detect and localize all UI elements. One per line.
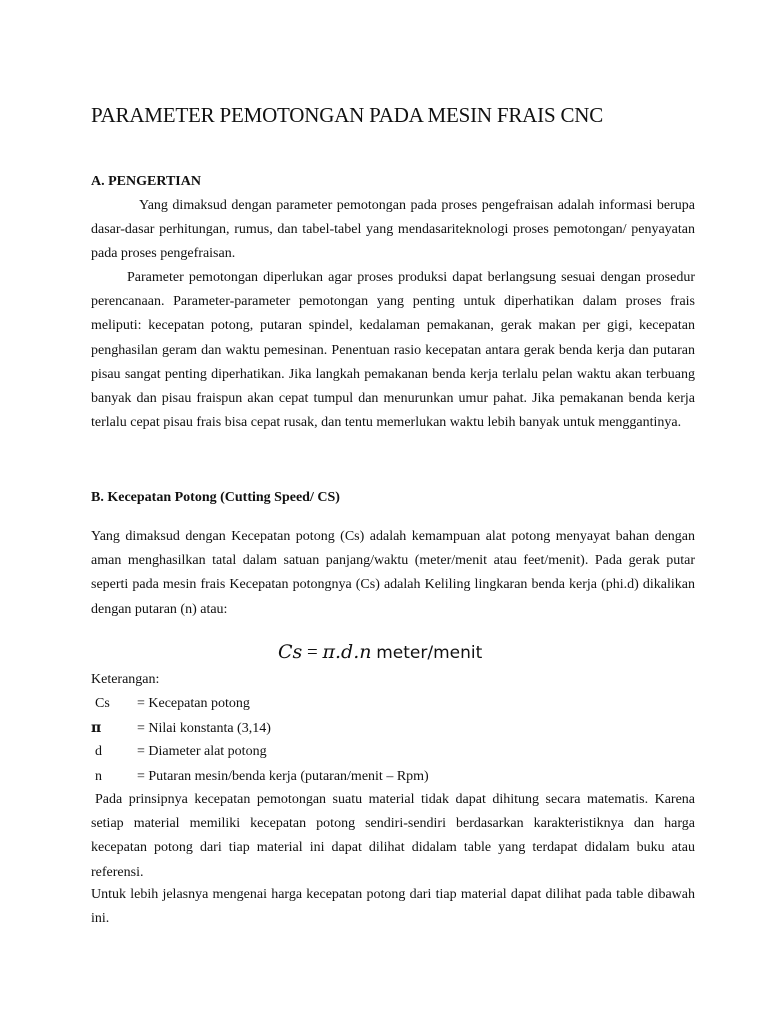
legend-item	[91, 765, 695, 789]
section-a-heading: A. PENGERTIAN	[91, 174, 201, 189]
cutting-speed-formula	[278, 640, 482, 665]
formula-lhs: Cs	[278, 641, 303, 663]
legend-description: = Putaran mesin/benda kerja (putaran/menit – Rpm)	[137, 768, 429, 784]
section-a-paragraph-1: Yang dimaksud dengan parameter pemotongan pada proses pengefraisan adalah informasi berupa dasar-dasar perhitungan, rumus, dan tabel-tabel yang mendasariteknologi proses pemotongan/ penyayatan pada proses pengefraisan.	[91, 198, 695, 262]
section-b-intro: Yang dimaksud dengan Kecepatan potong (Cs) adalah kemampuan alat potong menyayat bahan dengan aman menghasilkan tatal dalam satuan panjang/waktu (meter/menit atau feet/menit). Pada gerak putar seperti pada mesin frais Kecepatan potongnya (Cs) adalah Keliling lingkaran benda kerja (phi.d) dikalikan dengan putaran (n) atau:	[91, 529, 695, 617]
formula-legend	[91, 692, 695, 789]
legend-item	[91, 716, 695, 740]
section-b-heading: B. Kecepatan Potong (Cutting Speed/ CS)	[91, 490, 340, 505]
section-b-closing-paragraph-2: Untuk lebih jelasnya mengenai harga kecepatan potong dari tiap material dapat dilihat pada table dibawah ini.	[91, 887, 695, 927]
legend-symbol: n	[95, 768, 102, 784]
document-title: PARAMETER PEMOTONGAN PADA MESIN FRAIS CNC	[91, 103, 604, 127]
legend-description: = Kecepatan potong	[137, 696, 250, 711]
legend-description: = Nilai konstanta (3,14)	[137, 721, 271, 737]
formula-rhs: π.d.n	[322, 641, 372, 663]
legend-symbol: π	[91, 720, 102, 737]
legend-item	[91, 692, 695, 716]
legend-description: = Diameter alat potong	[137, 744, 267, 760]
legend-item	[91, 740, 695, 764]
keterangan-label: Keterangan:	[91, 672, 160, 687]
formula-equals: =	[307, 642, 318, 663]
section-b-closing-paragraph-1: Pada prinsipnya kecepatan pemotongan suatu material tidak dapat dihitung secara matematis. Karena setiap material memiliki kecepatan potong sendiri-sendiri berdasarkan karakteristiknya dan harga kecepatan potong dari tiap material ini dapat dilihat didalam table yang terdapat didalam buku atau referensi.	[91, 792, 695, 880]
section-a-paragraph-2: Parameter pemotongan diperlukan agar proses produksi dapat berlangsung sesuai dengan prosedur perencanaan. Parameter-parameter pemotongan yang penting untuk diperhatikan dalam proses frais meliputi: kecepatan potong, putaran spindel, kedalaman pemakanan, gerak makan per gigi, kecepatan penghasilan geram dan waktu pemesinan. Penentuan rasio kecepatan antara gerak benda kerja dan putaran pisau sangat penting diperhatikan. Jika langkah pemakanan benda kerja terlalu pelan waktu akan terbuang banyak dan pisau fraispun akan cepat tumpul dan menurunkan umur pahat. Jika pemakanan benda kerja terlalu cepat pisau frais bisa cepat rusak, dan tentu memerlukan waktu lebih banyak untuk menggantinya.	[91, 270, 695, 431]
legend-symbol: d	[95, 744, 102, 760]
legend-symbol: Cs	[95, 696, 110, 711]
formula-unit: meter/menit	[376, 643, 483, 663]
